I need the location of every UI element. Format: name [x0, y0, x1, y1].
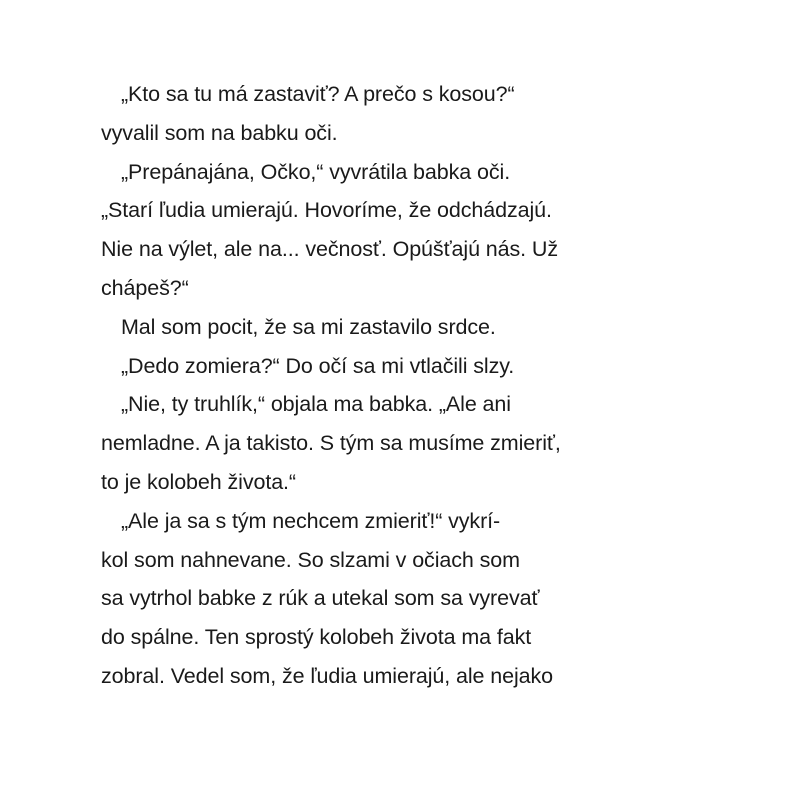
text-line: chápeš?“: [101, 275, 189, 300]
text-line: sa vytrhol babke z rúk a utekal som sa vyrevať: [101, 586, 540, 611]
body-text: [101, 75, 701, 696]
text-line: zobral. Vedel som, že ľudia umierajú, ale nejako: [101, 663, 554, 688]
text-line: „Kto sa tu má zastaviť? A prečo s kosou?“: [121, 82, 515, 106]
text-line: Nie na výlet, ale na... večnosť. Opúšťajú nás. Už: [101, 237, 558, 262]
text-line: „Dedo zomiera?“ Do očí sa mi vtlačili slzy.: [121, 353, 515, 378]
text-line: to je kolobeh života.“: [101, 469, 296, 494]
text-line: „Nie, ty truhlík,“ objala ma babka. „Ale ani: [121, 392, 511, 417]
text-line: Mal som pocit, že sa mi zastavilo srdce.: [121, 314, 496, 339]
text-line: „Ale ja sa s tým nechcem zmieriť!“ vykrí-: [121, 508, 501, 533]
text-line: kol som nahnevane. So slzami v očiach som: [101, 547, 520, 572]
text-line: „Prepánajána, Očko,“ vyvrátila babka oči.: [121, 159, 511, 184]
text-line: do spálne. Ten sprostý kolobeh života ma fakt: [101, 625, 532, 650]
text-line: nemladne. A ja takisto. S tým sa musíme zmieriť,: [101, 431, 561, 456]
text-line: „Starí ľudia umierajú. Hovoríme, že odchádzajú.: [101, 198, 552, 223]
text-line: vyvalil som na babku oči.: [101, 120, 338, 145]
